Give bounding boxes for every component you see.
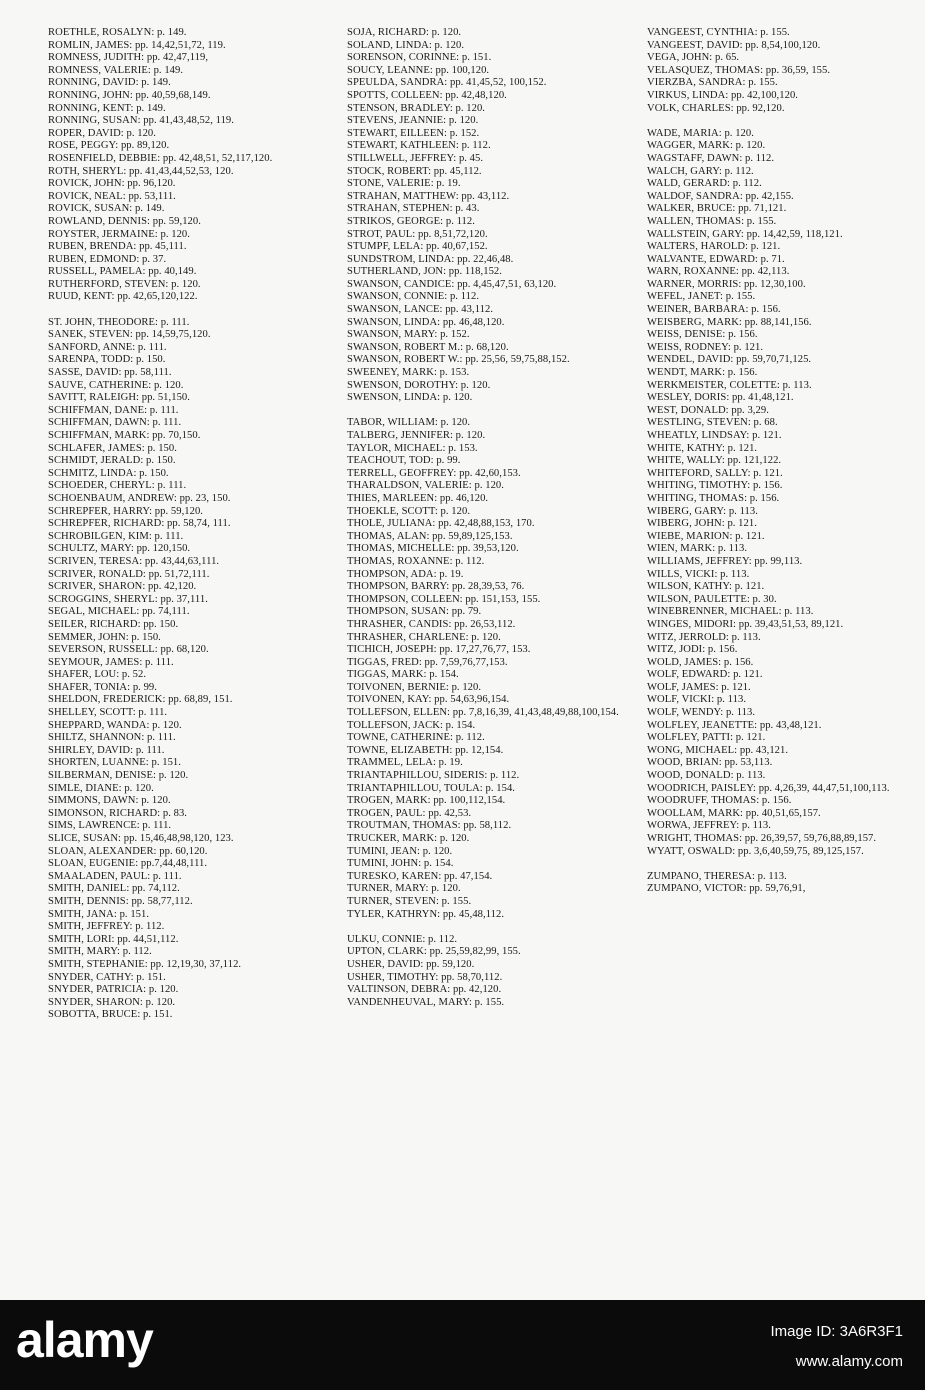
index-entry: STRAHAN, MATTHEW: pp. 43,112. [347, 190, 510, 202]
index-entry: STENSON, BRADLEY: p. 120. [347, 102, 486, 114]
index-entry: SIMLE, DIANE: p. 120. [48, 782, 154, 794]
letter-group-gap [647, 115, 917, 128]
index-entry: SCRIVER, RONALD: pp. 51,72,111. [48, 568, 210, 580]
index-entry: SMITH, MARY: p. 112. [48, 946, 152, 958]
index-entry: WOOD, DONALD: p. 113. [647, 770, 766, 782]
watermark-info [770, 1322, 903, 1372]
index-entry: SOLAND, LINDA: p. 120. [347, 39, 465, 51]
index-entry: THRASHER, CANDIS: pp. 26,53,112. [347, 618, 516, 630]
index-entry: ROETHLE, ROSALYN: p. 149. [48, 27, 187, 38]
index-entry: SCHIFFMAN, DAWN: p. 111. [48, 417, 182, 429]
index-entry: ROSENFIELD, DEBBIE: pp. 42,48,51, 52,117,120. [48, 152, 273, 164]
index-entry: WOLF, VICKI: p. 113. [647, 694, 747, 706]
index-entry: SIMS, LAWRENCE: p. 111. [48, 820, 172, 832]
index-entry: VIRKUS, LINDA: pp. 42,100,120. [647, 89, 798, 101]
index-entry: WILLIAMS, JEFFREY: pp. 99,113. [647, 555, 803, 567]
index-entry: WRIGHT, THOMAS: pp. 26,39,57, 59,76,88,89,157. [647, 833, 877, 844]
index-entry: VOLK, CHARLES: pp. 92,120. [647, 102, 785, 114]
index-entry: SMAALADEN, PAUL: p. 111. [48, 870, 182, 882]
index-entry: THOMAS, ALAN: pp. 59,89,125,153. [347, 530, 513, 542]
index-entry: TICHICH, JOSEPH: pp. 17,27,76,77, 153. [347, 644, 531, 656]
index-entry: WOLF, WENDY: p. 113. [647, 707, 756, 719]
watermark-logo: alamy [16, 1312, 153, 1368]
index-entry: WEISS, RODNEY: p. 121. [647, 341, 764, 353]
index-entry: WOODRUFF, THOMAS: p. 156. [647, 795, 792, 807]
index-entry: TURESKO, KAREN: pp. 47,154. [347, 870, 493, 882]
index-entry: VALTINSON, DEBRA: pp. 42,120. [347, 984, 502, 996]
index-entry: WIBERG, GARY: p. 113. [647, 505, 758, 517]
index-entry: TIGGAS, MARK: p. 154. [347, 669, 459, 681]
index-entry: TRIANTAPHILLOU, TOULA: p. 154. [347, 782, 515, 794]
index-entry: SNYDER, SHARON: p. 120. [48, 996, 176, 1008]
index-entry: SLOAN, EUGENIE: pp.7,44,48,111. [48, 858, 208, 870]
index-entry: WHITE, WALLY: pp. 121,122. [647, 455, 782, 467]
index-entry: ROPER, DAVID: p. 120. [48, 127, 156, 139]
index-entry: SORENSON, CORINNE: p. 151. [347, 52, 492, 64]
index-entry: WILSON, KATHY: p. 121. [647, 581, 765, 593]
index-entry: TIGGAS, FRED: pp. 7,59,76,77,153. [347, 656, 508, 668]
index-entry: VEGA, JOHN: p. 65. [647, 52, 740, 64]
index-entry: SWENSON, DOROTHY: p. 120. [347, 379, 491, 391]
index-entry: USHER, DAVID: pp. 59,120. [347, 958, 475, 970]
index-entry: RONNING, JOHN: pp. 40,59,68,149. [48, 89, 211, 101]
index-entry: WOOLLAM, MARK: pp. 40,51,65,157. [647, 807, 821, 819]
index-entry: RONNING, KENT: p. 149. [48, 102, 166, 114]
index-entry: SWANSON, CONNIE: p. 112. [347, 291, 480, 303]
index-entry: WITZ, JERROLD: p. 113. [647, 631, 761, 643]
index-entry: STROT, PAUL: pp. 8,51,72,120. [347, 228, 488, 240]
index-entry: WYATT, OSWALD: pp. 3,6,40,59,75, 89,125,157. [647, 845, 864, 857]
index-entry: TAYLOR, MICHAEL: p. 153. [347, 442, 478, 454]
index-entry: SHEPPARD, WANDA: p. 120. [48, 719, 182, 731]
index-entry: SMITH, JEFFREY: p. 112. [48, 921, 165, 933]
index-entry: WENDT, MARK: p. 156. [647, 367, 758, 379]
index-entry: SOJA, RICHARD: p. 120. [347, 27, 462, 38]
index-entry: SEGAL, MICHAEL: pp. 74,111. [48, 606, 190, 618]
index-entry: SEILER, RICHARD: pp. 150. [48, 618, 179, 630]
index-entry: STEWART, EILLEEN: p. 152. [347, 127, 480, 139]
index-entry: TRIANTAPHILLOU, SIDERIS: p. 112. [347, 770, 520, 782]
index-entry: TROUTMAN, THOMAS: pp. 58,112. [347, 820, 512, 832]
index-entry: ROYSTER, JERMAINE: p. 120. [48, 228, 190, 240]
index-entry: SPEULDA, SANDRA: pp. 41,45,52, 100,152. [347, 77, 547, 89]
index-entry: SWANSON, ROBERT W.: pp. 25,56, 59,75,88,152. [347, 354, 570, 366]
index-entry: TEACHOUT, TOD: p. 99. [347, 455, 461, 467]
index-entry: SCHIFFMAN, DANE: p. 111. [48, 404, 179, 416]
index-entry: RUBEN, EDMOND: p. 37. [48, 253, 167, 265]
index-entry: USHER, TIMOTHY: pp. 58,70,112. [347, 971, 503, 983]
index-entry: ROMNESS, JUDITH: pp. 42,47,119, [48, 52, 209, 64]
index-entry: SHILTZ, SHANNON: p. 111. [48, 732, 176, 744]
index-entry: THOEKLE, SCOTT: p. 120. [347, 505, 471, 517]
index-entry: TURNER, STEVEN: p. 155. [347, 895, 472, 907]
index-entry: WEFEL, JANET: p. 155. [647, 291, 756, 303]
watermark-image-id: Image ID: 3A6R3F1 [770, 1323, 903, 1340]
index-entry: SHAFER, LOU: p. 52. [48, 669, 147, 681]
index-entry: WEST, DONALD: pp. 3,29. [647, 404, 769, 416]
index-entry: WERKMEISTER, COLETTE: p. 113. [647, 379, 812, 391]
index-entry: SMITH, DANIEL: pp. 74,112. [48, 883, 180, 895]
index-entry: WESTLING, STEVEN: p. 68. [647, 417, 778, 429]
index-entry: SASSE, DAVID: pp. 58,111. [48, 367, 172, 379]
index-entry: TRUCKER, MARK: p. 120. [347, 833, 470, 844]
index-entry: SWANSON, LANCE: pp. 43,112. [347, 304, 494, 316]
index-entry: SMITH, LORI: pp. 44,51,112. [48, 933, 179, 945]
index-entry: SCRIVER, SHARON: pp. 42,120. [48, 581, 197, 593]
index-entry: SCHROBILGEN, KIM: p. 111. [48, 530, 184, 542]
index-entry: VELASQUEZ, THOMAS: pp. 36,59, 155. [647, 64, 831, 76]
index-entry: WHITEFORD, SALLY: p. 121. [647, 467, 783, 479]
index-entry: STRAHAN, STEPHEN: p. 43. [347, 203, 480, 215]
index-entry: TOIVONEN, BERNIE: p. 120. [347, 681, 482, 693]
index-entry: ROVICK, NEAL: pp. 53,111. [48, 190, 176, 202]
index-entry: SWENSON, LINDA: p. 120. [347, 392, 473, 404]
index-entry: WOOD, BRIAN: pp. 53,113. [647, 757, 773, 769]
index-entry: TOWNE, CATHERINE: p. 112. [347, 732, 485, 744]
index-entry: WOLFLEY, PATTI: p. 121. [647, 732, 766, 744]
index-entry: SNYDER, CATHY: p. 151. [48, 971, 166, 983]
index-entry: THIES, MARLEEN: pp. 46,120. [347, 492, 489, 504]
index-entry: THOMPSON, SUSAN: pp. 79. [347, 606, 482, 618]
index-entry: SARENPA, TODD: p. 150. [48, 354, 166, 366]
index-entry: STONE, VALERIE: p. 19. [347, 178, 461, 190]
index-entry: WINGES, MIDORI: pp. 39,43,51,53, 89,121. [647, 618, 844, 630]
index-entry: STEWART, KATHLEEN: p. 112. [347, 140, 491, 152]
index-entry: VANGEEST, CYNTHIA: p. 155. [647, 27, 790, 38]
index-entry: THOMAS, MICHELLE: pp. 39,53,120. [347, 543, 519, 555]
index-entry: ZUMPANO, THERESA: p. 113. [647, 870, 787, 882]
index-entry: TRAMMEL, LELA: p. 19. [347, 757, 463, 769]
index-entry: THOMPSON, ADA: p. 19. [347, 568, 464, 580]
index-entry: WALVANTE, EDWARD: p. 71. [647, 253, 785, 265]
index-entry: SOBOTTA, BRUCE: p. 151. [48, 1009, 173, 1021]
index-entry: SCHOEDER, CHERYL: p. 111. [48, 480, 187, 492]
index-entry: WARN, ROXANNE: pp. 42,113. [647, 266, 790, 278]
index-entry: SNYDER, PATRICIA: p. 120. [48, 984, 179, 996]
index-entry: VANGEEST, DAVID: pp. 8,54,100,120. [647, 39, 821, 51]
index-entry: WEISS, DENISE: p. 156. [647, 329, 758, 341]
index-entry: SCHULTZ, MARY: pp. 120,150. [48, 543, 191, 555]
index-entry: WARNER, MORRIS: pp. 12,30,100. [647, 278, 806, 290]
index-entry: WHITING, TIMOTHY: p. 156. [647, 480, 783, 492]
index-entry: TURNER, MARY: p. 120. [347, 883, 461, 895]
index-entry: SWANSON, LINDA: pp. 46,48,120. [347, 316, 505, 328]
index-entry: RUSSELL, PAMELA: pp. 40,149. [48, 266, 197, 278]
index-entry: SHORTEN, LUANNE: p. 151. [48, 757, 181, 769]
index-entry: SUTHERLAND, JON: pp. 118,152. [347, 266, 502, 278]
index-entry: SAUVE, CATHERINE: p. 120. [48, 379, 184, 391]
index-entry: WILLS, VICKI: p. 113. [647, 568, 750, 580]
index-entry: UPTON, CLARK: pp. 25,59,82,99, 155. [347, 946, 521, 958]
index-entry: ULKU, CONNIE: p. 112. [347, 933, 458, 945]
index-entry: SCHMITZ, LINDA: p. 150. [48, 467, 169, 479]
index-entry: SWANSON, ROBERT M.: p. 68,120. [347, 341, 509, 353]
index-entry: WEISBERG, MARK: pp. 88,141,156. [647, 316, 812, 328]
index-entry: WALKER, BRUCE: pp. 71,121. [647, 203, 787, 215]
index-entry: SILBERMAN, DENISE: p. 120. [48, 770, 189, 782]
index-entry: SOUCY, LEANNE: pp. 100,120. [347, 64, 490, 76]
index-entry: RUBEN, BRENDA: pp. 45,111. [48, 241, 187, 253]
index-entry: WALLSTEIN, GARY: pp. 14,42,59, 118,121. [647, 228, 843, 240]
index-entry: TOWNE, ELIZABETH: pp. 12,154. [347, 744, 504, 756]
index-entry: SWANSON, CANDICE: pp. 4,45,47,51, 63,120. [347, 278, 557, 290]
index-entry: SCRIVEN, TERESA: pp. 43,44,63,111. [48, 555, 220, 567]
index-entry: SEVERSON, RUSSELL: pp. 68,120. [48, 644, 209, 656]
index-entry: SIMONSON, RICHARD: p. 83. [48, 807, 187, 819]
index-entry: WOLD, JAMES: p. 156. [647, 656, 754, 668]
index-entry: TERRELL, GEOFFREY: pp. 42,60,153. [347, 467, 521, 479]
index-entry: SHIRLEY, DAVID: p. 111. [48, 744, 165, 756]
index-entry: WONG, MICHAEL: pp. 43,121. [647, 744, 789, 756]
index-entry: WOLFLEY, JEANETTE: pp. 43,48,121. [647, 719, 822, 731]
index-entry: ST. JOHN, THEODORE: p. 111. [48, 316, 190, 328]
index-entry: WESLEY, DORIS: pp. 41,48,121. [647, 392, 794, 404]
index-entry: SCHMIDT, JERALD: p. 150. [48, 455, 176, 467]
index-entry: WINEBRENNER, MICHAEL: p. 113. [647, 606, 814, 618]
index-entry: ROMNESS, VALERIE: p. 149. [48, 64, 184, 76]
index-entry: WAGSTAFF, DAWN: p. 112. [647, 152, 775, 164]
letter-group-gap [347, 405, 617, 418]
index-entry: SMITH, JANA: p. 151. [48, 908, 150, 920]
index-entry: TYLER, KATHRYN: pp. 45,48,112. [347, 908, 505, 920]
index-entry: THOMPSON, COLLEEN: pp. 151,153, 155. [347, 593, 541, 605]
index-entry: TABOR, WILLIAM: p. 120. [347, 417, 471, 429]
letter-group-gap [647, 858, 917, 871]
index-entry: TALBERG, JENNIFER: p. 120. [347, 430, 486, 441]
index-entry: ZUMPANO, VICTOR: pp. 59,76,91, [647, 883, 806, 895]
index-entry: WIBERG, JOHN: p. 121. [647, 518, 757, 530]
index-column-1 [48, 27, 318, 1022]
index-entry: SUNDSTROM, LINDA: pp. 22,46,48. [347, 253, 514, 265]
index-entry: WALD, GERARD: p. 112. [647, 178, 762, 190]
index-entry: WITZ, JODI: p. 156. [647, 644, 738, 656]
index-entry: SCHREPFER, HARRY: pp. 59,120. [48, 505, 204, 517]
index-entry: ROVICK, JOHN: pp. 96,120. [48, 178, 176, 190]
index-entry: SHAFER, TONIA: p. 99. [48, 681, 157, 693]
index-entry: SANEK, STEVEN: pp. 14,59,75,120. [48, 329, 211, 341]
index-entry: SEYMOUR, JAMES: p. 111. [48, 656, 174, 668]
index-entry: STILLWELL, JEFFREY: p. 45. [347, 152, 484, 164]
index-entry: SLOAN, ALEXANDER: pp. 60,120. [48, 845, 208, 857]
index-entry: ROMLIN, JAMES: pp. 14,42,51,72, 119. [48, 39, 226, 51]
index-entry: SCROGGINS, SHERYL: pp. 37,111. [48, 593, 208, 605]
index-entry: STEVENS, JEANNIE: p. 120. [347, 115, 479, 127]
index-entry: RONNING, SUSAN: pp. 41,43,48,52, 119. [48, 115, 234, 127]
watermark-url: www.alamy.com [795, 1353, 903, 1370]
index-entry: WEINER, BARBARA: p. 156. [647, 304, 781, 316]
index-entry: WOODRICH, PAISLEY: pp. 4,26,39, 44,47,51,100,113. [647, 782, 890, 794]
index-entry: SLICE, SUSAN: pp. 15,46,48,98,120, 123. [48, 833, 234, 844]
index-entry: WOLF, EDWARD: p. 121. [647, 669, 763, 681]
index-entry: SCHREPFER, RICHARD: pp. 58,74, 111. [48, 518, 231, 530]
index-entry: TOLLEFSON, ELLEN: pp. 7,8,16,39, 41,43,48,49,88,100,154. [347, 707, 619, 719]
index-entry: TUMINI, JEAN: p. 120. [347, 845, 453, 857]
index-entry: SCHLAFER, JAMES: p. 150. [48, 442, 177, 454]
index-entry: SCHIFFMAN, MARK: pp. 70,150. [48, 430, 201, 441]
index-entry: WALDOF, SANDRA: pp. 42,155. [647, 190, 794, 202]
index-entry: SCHOENBAUM, ANDREW: pp. 23, 150. [48, 492, 231, 504]
index-entry: WIEBE, MARION: p. 121. [647, 530, 765, 542]
index-entry: ROVICK, SUSAN: p. 149. [48, 203, 165, 215]
index-entry: SEMMER, JOHN: p. 150. [48, 631, 161, 643]
index-entry: SMITH, STEPHANIE: pp. 12,19,30, 37,112. [48, 958, 242, 970]
index-entry: STRIKOS, GEORGE: p. 112. [347, 215, 475, 227]
index-entry: SWANSON, MARY: p. 152. [347, 329, 470, 341]
index-entry: RONNING, DAVID: p. 149. [48, 77, 171, 89]
index-entry: ROWLAND, DENNIS: pp. 59,120. [48, 215, 201, 227]
index-entry: TOLLEFSON, JACK: p. 154. [347, 719, 476, 731]
index-entry: TROGEN, MARK: pp. 100,112,154. [347, 795, 506, 807]
index-entry: VANDENHEUVAL, MARY: p. 155. [347, 996, 505, 1008]
index-entry: WALTERS, HAROLD: p. 121. [647, 241, 781, 253]
index-entry: WIEN, MARK: p. 113. [647, 543, 748, 555]
index-entry: THOLE, JULIANA: pp. 42,48,88,153, 170. [347, 518, 535, 530]
index-entry: SHELDON, FREDERICK: pp. 68,89, 151. [48, 694, 233, 706]
index-entry: WORWA, JEFFREY: p. 113. [647, 820, 771, 832]
index-entry: WHITING, THOMAS: p. 156. [647, 492, 780, 504]
index-entry: WOLF, JAMES: p. 121. [647, 681, 751, 693]
index-entry: TOIVONEN, KAY: pp. 54,63,96,154. [347, 694, 510, 706]
index-entry: WAGGER, MARK: p. 120. [647, 140, 766, 152]
letter-group-gap [347, 921, 617, 934]
index-entry: WENDEL, DAVID: pp. 59,70,71,125. [647, 354, 812, 366]
index-entry: THOMPSON, BARRY: pp. 28,39,53, 76. [347, 581, 525, 593]
index-entry: WALCH, GARY: p. 112. [647, 165, 754, 177]
index-entry: SAVITT, RALEIGH: pp. 51,150. [48, 392, 190, 404]
index-entry: SMITH, DENNIS: pp. 58,77,112. [48, 895, 193, 907]
index-entry: VIERZBA, SANDRA: p. 155. [647, 77, 778, 89]
index-entry: TUMINI, JOHN: p. 154. [347, 858, 454, 870]
index-entry: SHELLEY, SCOTT: p. 111. [48, 707, 168, 719]
index-column-3 [647, 27, 917, 896]
index-entry: WILSON, PAULETTE: p. 30. [647, 593, 777, 605]
index-entry: TROGEN, PAUL: pp. 42,53. [347, 807, 472, 819]
index-entry: SIMMONS, DAWN: p. 120. [48, 795, 171, 807]
letter-group-gap [48, 304, 318, 317]
index-entry: SWEENEY, MARK: p. 153. [347, 367, 470, 379]
index-entry: THRASHER, CHARLENE: p. 120. [347, 631, 501, 643]
index-entry: WADE, MARIA: p. 120. [647, 127, 754, 139]
index-entry: THOMAS, ROXANNE: p. 112. [347, 555, 485, 567]
index-entry: ROSE, PEGGY: pp. 89,120. [48, 140, 170, 152]
index-entry: THARALDSON, VALERIE: p. 120. [347, 480, 504, 492]
index-entry: WALLEN, THOMAS: p. 155. [647, 215, 777, 227]
index-entry: WHEATLY, LINDSAY: p. 121. [647, 430, 782, 441]
index-entry: SANFORD, ANNE: p. 111. [48, 341, 167, 353]
index-column-2 [347, 27, 617, 1009]
index-entry: WHITE, KATHY: p. 121. [647, 442, 758, 454]
index-entry: ROTH, SHERYL: pp. 41,43,44,52,53, 120. [48, 165, 234, 177]
index-entry: STOCK, ROBERT: pp. 45,112. [347, 165, 482, 177]
index-entry: RUUD, KENT: pp. 42,65,120,122. [48, 291, 198, 303]
index-entry: RUTHERFORD, STEVEN: p. 120. [48, 278, 201, 290]
index-entry: SPOTTS, COLLEEN: pp. 42,48,120. [347, 89, 507, 101]
index-entry: STUMPF, LELA: pp. 40,67,152. [347, 241, 488, 253]
